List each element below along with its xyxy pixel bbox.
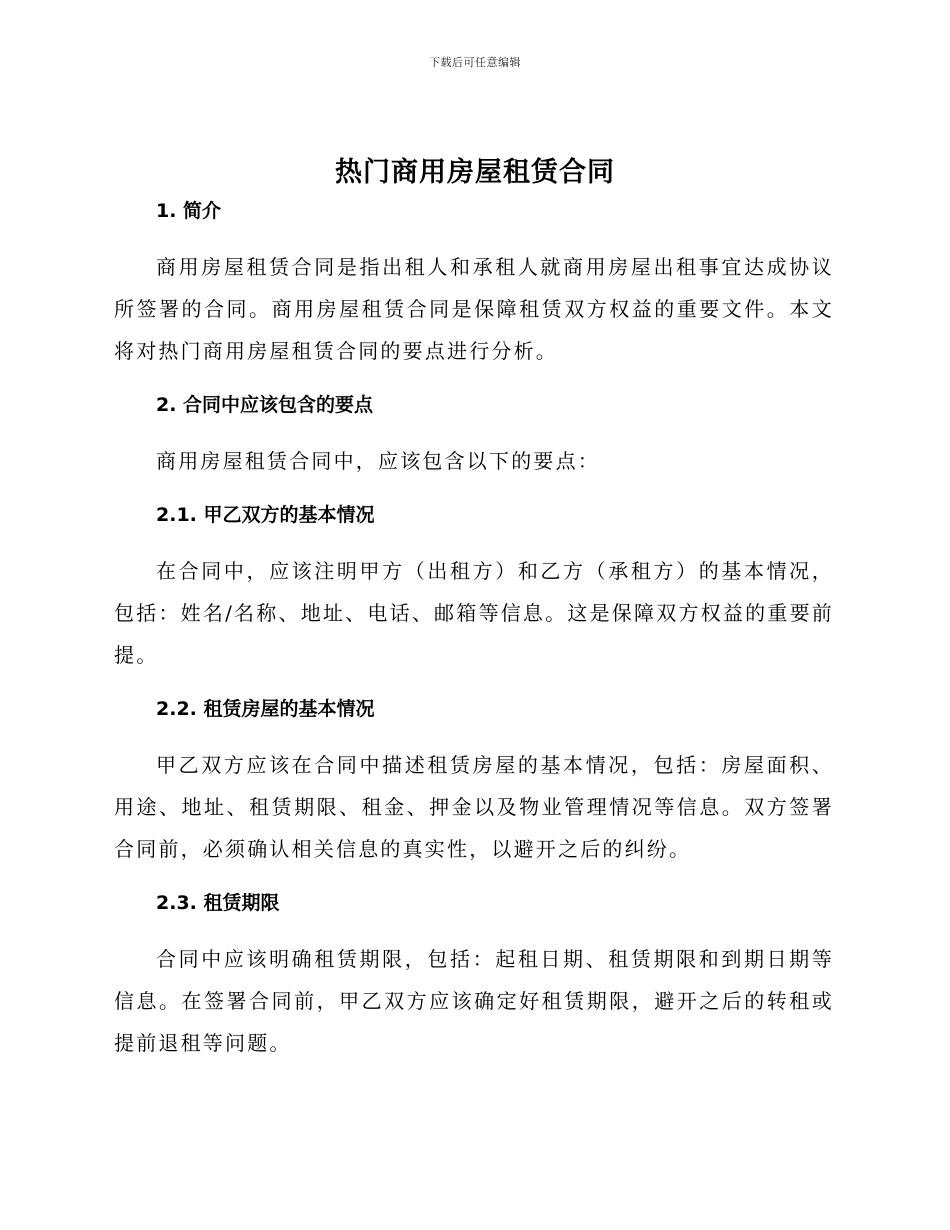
section-heading-property: 2.2. 租赁房屋的基本情况 [156,698,375,720]
document-body [114,196,834,1064]
document-title: 热门商用房屋租赁合同 [335,157,615,188]
section-paragraph-parties: 在合同中，应该注明甲方（出租方）和乙方（承租方）的基本情况，包括：姓名/名称、地址、电话、邮箱等信息。这是保障双方权益的重要前提。 [114,559,834,667]
section-heading-intro: 1. 简介 [156,200,222,222]
page-header-note: 下载后可任意编辑 [429,56,521,69]
section-paragraph-intro: 商用房屋租赁合同是指出租人和承租人就商用房屋出租事宜达成协议所签署的合同。商用房屋租赁合同是保障租赁双方权益的重要文件。本文将对热门商用房屋租赁合同的要点进行分析。 [114,255,834,363]
section-paragraph-key-points: 商用房屋租赁合同中，应该包含以下的要点： [156,449,600,473]
section-heading-parties: 2.1. 甲乙双方的基本情况 [156,504,375,526]
section-heading-key-points: 2. 合同中应该包含的要点 [156,394,374,416]
section-paragraph-lease-term: 合同中应该明确租赁期限，包括：起租日期、租赁期限和到期日期等信息。在签署合同前，甲乙双方应该确定好租赁期限，避开之后的转租或提前退租等问题。 [114,947,834,1055]
section-heading-lease-term: 2.3. 租赁期限 [156,892,280,914]
section-paragraph-property: 甲乙双方应该在合同中描述租赁房屋的基本情况，包括：房屋面积、用途、地址、租赁期限、租金、押金以及物业管理情况等信息。双方签署合同前，必须确认相关信息的真实性，以避开之后的纠纷。 [114,753,834,861]
